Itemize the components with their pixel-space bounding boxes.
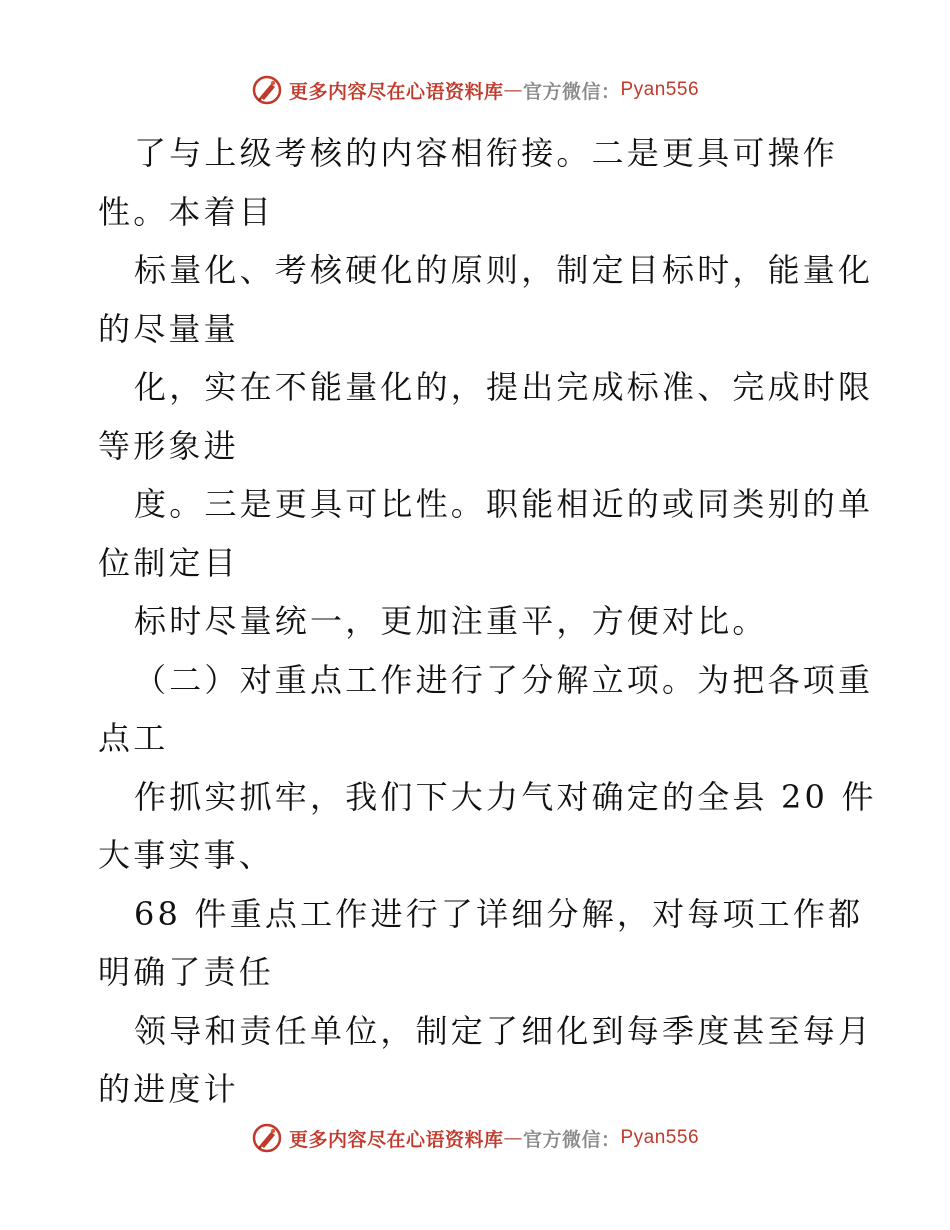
text-line: 位制定目 — [98, 543, 239, 582]
text-line: 的尽量量 — [98, 309, 239, 348]
text-line: 度。三是更具可比性。职能相近的或同类别的单 — [134, 485, 874, 523]
text-line: 点工 — [98, 719, 169, 757]
watermark-part2: 官方微信： — [522, 1128, 621, 1151]
text-line: 68 件重点工作进行了详细分解，对每项工作都 — [134, 894, 864, 933]
text-line: （二）对重点工作进行了分解立项。为把各项重 — [134, 660, 874, 699]
watermark-part2: 官方微信： — [522, 80, 621, 103]
watermark-part1: 更多内容尽在心语资料库 — [288, 80, 504, 103]
text-line: 领导和责任单位，制定了细化到每季度甚至每月 — [134, 1011, 874, 1050]
watermark-dash: — — [503, 79, 523, 101]
pen-logo-icon — [251, 74, 283, 106]
text-line: 作抓实抓牢，我们下大力气对确定的全县 20 件 — [134, 777, 877, 816]
header-watermark — [0, 70, 950, 110]
text-line: 标量化、考核硬化的原则，制定目标时，能量化 — [134, 251, 874, 289]
text-line: 等形象进 — [98, 426, 239, 465]
text-line: 性。本着目 — [98, 192, 275, 231]
text-line: 标时尽量统一，更加注重平，方便对比。 — [134, 602, 768, 640]
watermark-dash: — — [503, 1127, 523, 1149]
watermark-brand: Pyan556 — [620, 79, 700, 100]
pen-logo-icon — [251, 1122, 283, 1154]
watermark-brand: Pyan556 — [620, 1127, 700, 1148]
text-line: 明确了责任 — [98, 953, 275, 991]
text-line: 大事实事、 — [98, 836, 275, 874]
footer-watermark — [0, 1118, 950, 1158]
text-line: 的进度计 — [98, 1070, 239, 1108]
text-line: 化，实在不能量化的，提出完成标准、完成时限 — [134, 368, 874, 406]
document-body — [98, 124, 877, 1119]
watermark-part1: 更多内容尽在心语资料库 — [288, 1128, 504, 1151]
watermark-text — [289, 1125, 699, 1152]
watermark-text — [289, 77, 699, 104]
text-line: 了与上级考核的内容相衔接。二是更具可操作 — [134, 134, 839, 172]
